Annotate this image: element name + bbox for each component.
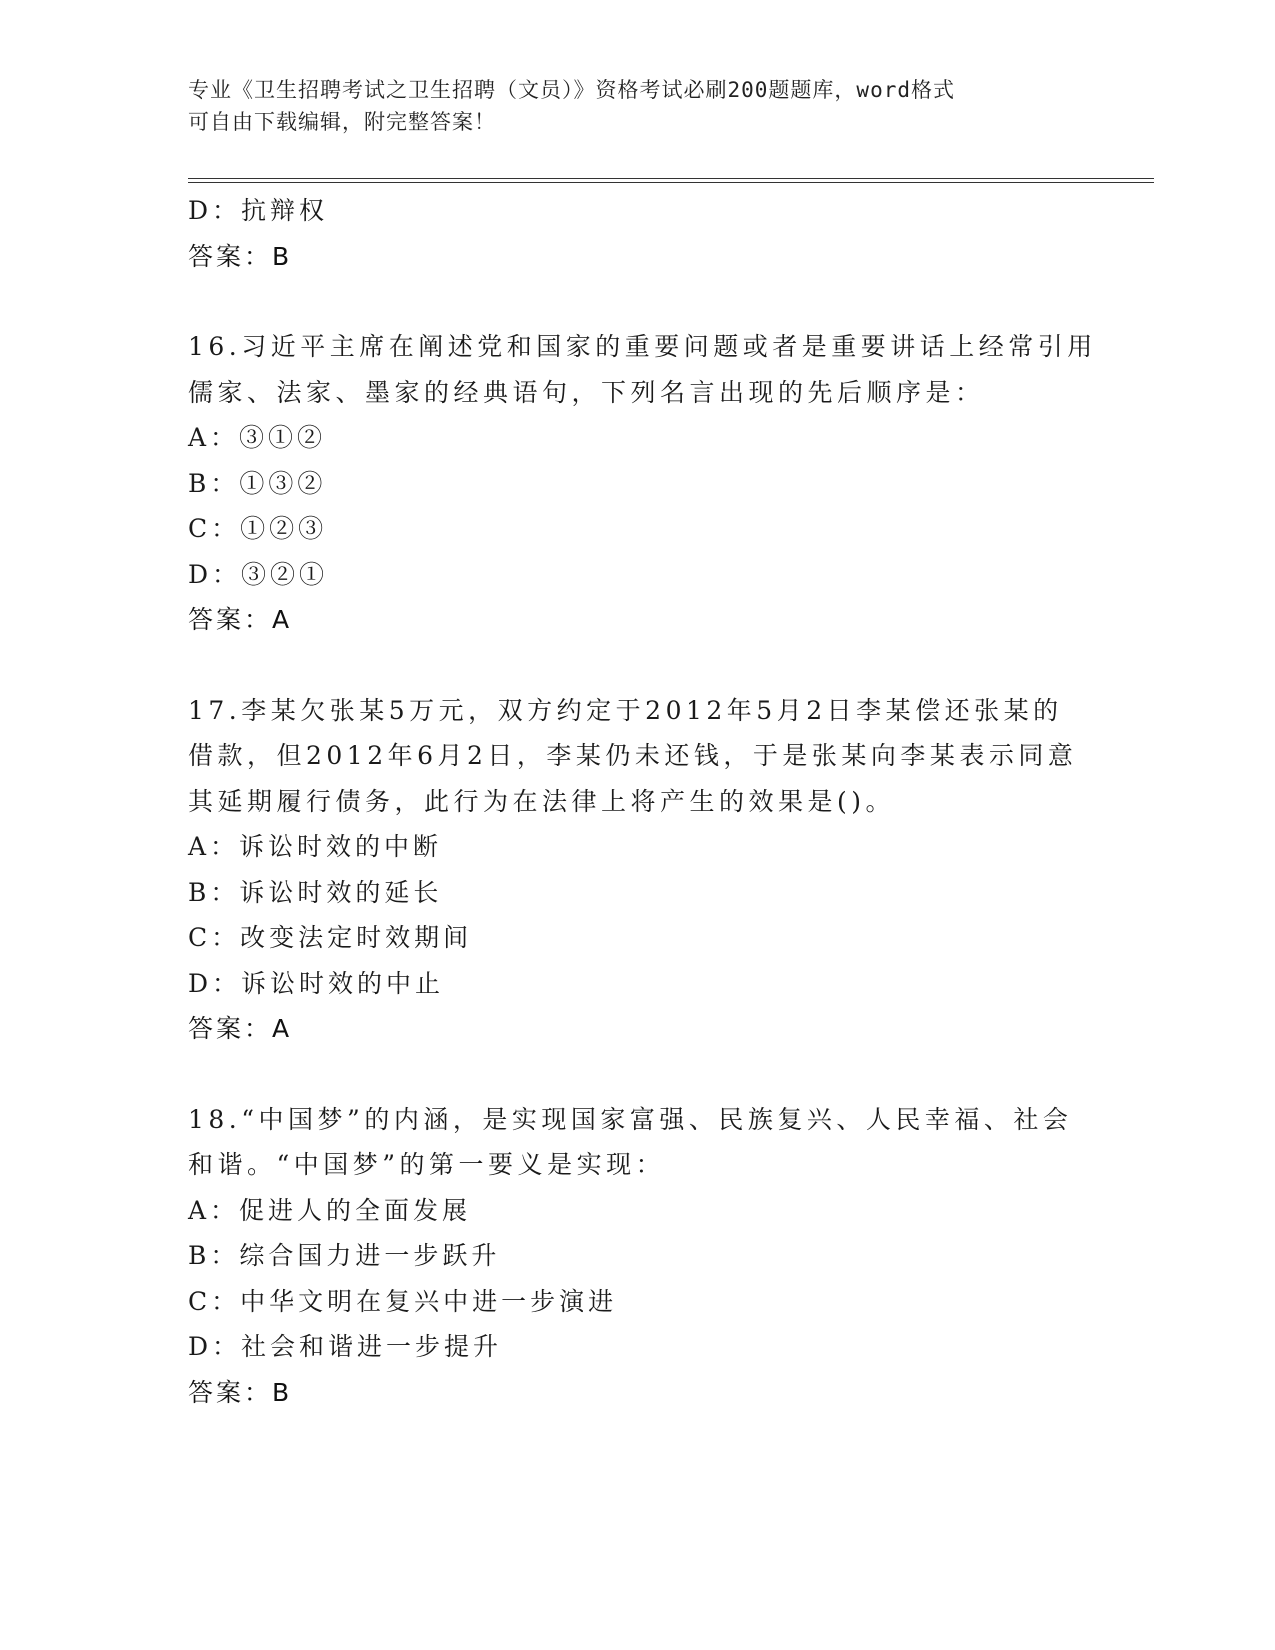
header-line-2: 可自由下载编辑，附完整答案！ — [188, 110, 496, 134]
stem-line: 和谐。“中国梦”的第一要义是实现： — [188, 1150, 666, 1179]
question-16 — [188, 324, 1097, 643]
question-stem — [188, 688, 1088, 825]
question-stem — [188, 1097, 1088, 1188]
stem-line: 儒家、法家、墨家的经典语句，下列名言出现的先后顺序是： — [188, 377, 985, 407]
option-a: A：促进人的全面发展 — [188, 1195, 472, 1225]
answer-line: 答案：A — [188, 605, 293, 634]
answer-line: 答案：B — [188, 241, 293, 271]
stem-line: 借款，但2012年6月2日，李某仍未还钱，于是张某向李某表示同意 — [188, 741, 1078, 770]
stem-line: 16.习近平主席在阐述党和国家的重要问题或者是重要讲话上经常引用 — [188, 332, 1097, 361]
page-header — [188, 74, 1088, 138]
option-b: B：诉讼时效的延长 — [188, 877, 443, 907]
option-d: D：③②① — [188, 559, 329, 589]
option-a: A：诉讼时效的中断 — [188, 832, 443, 861]
option-c: C：①②③ — [188, 514, 328, 543]
question-18 — [188, 1097, 1088, 1416]
option-b: B：①③② — [188, 468, 327, 498]
option-d: D：抗辩权 — [188, 196, 329, 225]
document-body — [188, 188, 1097, 1460]
option-c: C：中华文明在复兴中进一步演进 — [188, 1286, 618, 1316]
stem-line: 18.“中国梦”的内涵，是实现国家富强、民族复兴、人民幸福、社会 — [188, 1104, 1073, 1134]
previous-question-tail — [188, 188, 1088, 279]
option-a: A：③①② — [188, 423, 327, 452]
option-d: D：社会和谐进一步提升 — [188, 1332, 503, 1361]
stem-line: 其延期履行债务，此行为在法律上将产生的效果是()。 — [188, 786, 896, 816]
option-d: D：诉讼时效的中止 — [188, 968, 445, 998]
answer-line: 答案：A — [188, 1014, 293, 1043]
question-17 — [188, 688, 1088, 1052]
option-c: C：改变法定时效期间 — [188, 923, 473, 952]
header-line-1: 专业《卫生招聘考试之卫生招聘（文员）》资格考试必刷200题题库，word格式 — [188, 78, 955, 102]
stem-line: 17.李某欠张某5万元，双方约定于2012年5月2日李某偿还张某的 — [188, 695, 1063, 725]
header-divider — [188, 178, 1154, 183]
option-b: B：综合国力进一步跃升 — [188, 1241, 501, 1270]
question-stem — [188, 324, 1097, 415]
answer-line: 答案：B — [188, 1377, 293, 1407]
